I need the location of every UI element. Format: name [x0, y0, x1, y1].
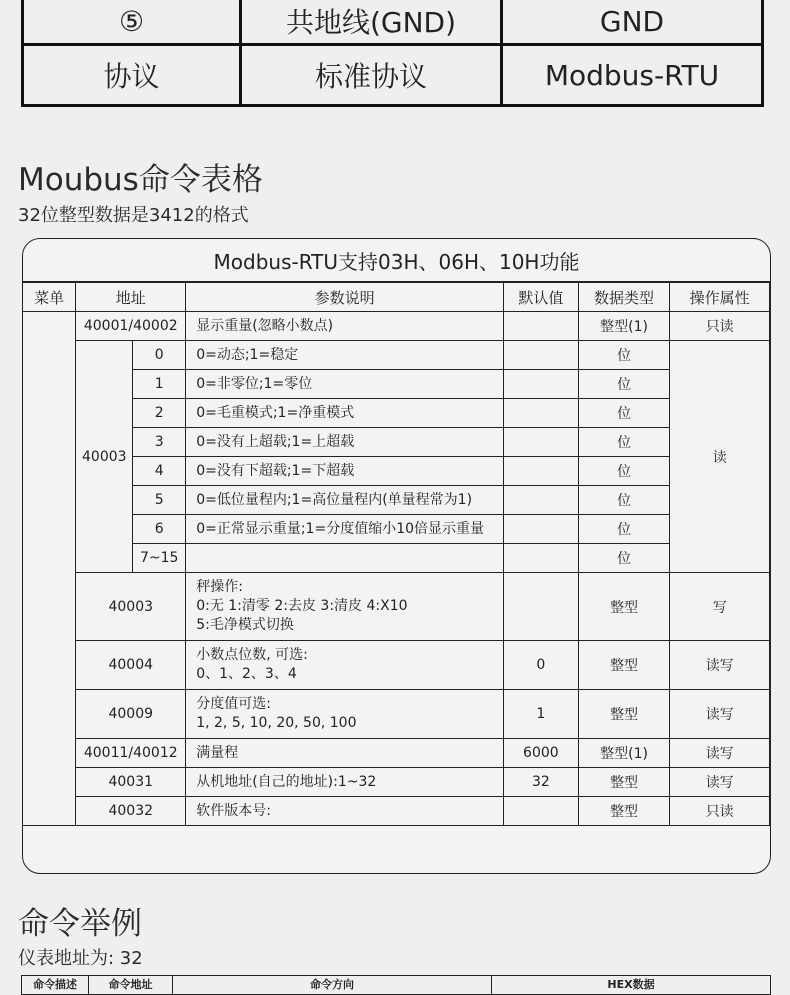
default-cell: [503, 486, 578, 515]
table-row: [23, 797, 770, 826]
wiring-cell: ⑤: [23, 0, 241, 45]
description-line: 小数点位数, 可选:: [196, 647, 308, 663]
command-example-table: [21, 975, 771, 995]
address-cell: 40031: [76, 768, 186, 797]
table-row: [23, 457, 770, 486]
type-cell: 整型: [578, 690, 670, 739]
modbus-section-subtitle: 32位整型数据是3412的格式: [18, 205, 249, 226]
default-cell: 6000: [503, 739, 578, 768]
table-row: [23, 690, 770, 739]
description-cell: 0=非零位;1=零位: [186, 370, 504, 399]
address-cell: 40011/40012: [76, 739, 186, 768]
description-cell: 满量程: [186, 739, 504, 768]
address-cell: 40004: [76, 641, 186, 690]
wiring-cell: Modbus-RTU: [502, 45, 763, 106]
address-cell: 40003: [76, 341, 133, 573]
description-cell: [186, 641, 504, 690]
bit-cell: 6: [133, 515, 186, 544]
address-cell: 40001/40002: [76, 312, 186, 341]
description-cell: 从机地址(自己的地址):1~32: [186, 768, 504, 797]
default-cell: 32: [503, 768, 578, 797]
header-command-desc: 命令描述: [22, 976, 89, 995]
default-cell: [503, 457, 578, 486]
wiring-cell: 标准协议: [241, 45, 502, 106]
modbus-section-title: Moubus命令表格: [18, 162, 263, 198]
attribute-cell: 读写: [670, 690, 770, 739]
description-line: 分度值可选:: [196, 696, 271, 712]
description-cell: 0=毛重模式;1=净重模式: [186, 399, 504, 428]
wiring-cell: 协议: [23, 45, 241, 106]
bit-cell: 0: [133, 341, 186, 370]
type-cell: 整型(1): [578, 739, 670, 768]
header-attribute: 操作属性: [670, 283, 770, 312]
type-cell: 位: [578, 399, 670, 428]
header-command-address: 命令地址: [89, 976, 173, 995]
bit-cell: 4: [133, 457, 186, 486]
menu-cell: [23, 312, 76, 826]
type-cell: 位: [578, 486, 670, 515]
default-cell: [503, 370, 578, 399]
bit-cell: 7~15: [133, 544, 186, 573]
description-line: 0、1、2、3、4: [196, 666, 297, 682]
description-cell: 0=没有下超载;1=下超载: [186, 457, 504, 486]
default-cell: 0: [503, 641, 578, 690]
type-cell: 整型: [578, 768, 670, 797]
type-cell: 位: [578, 428, 670, 457]
type-cell: 位: [578, 544, 670, 573]
default-cell: [503, 797, 578, 826]
bit-cell: 3: [133, 428, 186, 457]
wiring-cell: 共地线(GND): [241, 0, 502, 45]
description-cell: 0=正常显示重量;1=分度值缩小10倍显示重量: [186, 515, 504, 544]
default-cell: [503, 515, 578, 544]
type-cell: 整型: [578, 573, 670, 641]
description-cell: 显示重量(忽略小数点): [186, 312, 504, 341]
table-row: [23, 370, 770, 399]
type-cell: 位: [578, 341, 670, 370]
table-row: [23, 399, 770, 428]
table-row: [23, 768, 770, 797]
description-cell: [186, 573, 504, 641]
attribute-cell: 读: [670, 341, 770, 573]
description-cell: 0=低位量程内;1=高位量程内(单量程常为1): [186, 486, 504, 515]
attribute-cell: 读写: [670, 739, 770, 768]
address-cell: 40003: [76, 573, 186, 641]
example-section-subtitle: 仪表地址为: 32: [18, 948, 143, 969]
wiring-table: [21, 0, 764, 107]
wiring-cell: GND: [502, 0, 763, 45]
header-address: 地址: [76, 283, 186, 312]
header-menu: 菜单: [23, 283, 76, 312]
attribute-cell: 只读: [670, 797, 770, 826]
address-cell: 40009: [76, 690, 186, 739]
modbus-command-card: [22, 238, 771, 874]
default-cell: [503, 573, 578, 641]
default-cell: [503, 341, 578, 370]
modbus-command-table: [23, 282, 770, 826]
table-row: [23, 312, 770, 341]
bit-cell: 5: [133, 486, 186, 515]
table-row: [23, 486, 770, 515]
description-line: 5:毛净模式切换: [196, 617, 294, 633]
bit-cell: 1: [133, 370, 186, 399]
header-description: 参数说明: [186, 283, 504, 312]
type-cell: 位: [578, 457, 670, 486]
attribute-cell: 读写: [670, 641, 770, 690]
card-title: Modbus-RTU支持03H、06H、10H功能: [23, 239, 770, 282]
table-row: [23, 641, 770, 690]
table-row: [23, 515, 770, 544]
description-line: 1, 2, 5, 10, 20, 50, 100: [196, 715, 357, 731]
address-cell: 40032: [76, 797, 186, 826]
description-cell: [186, 690, 504, 739]
description-cell: 0=动态;1=稳定: [186, 341, 504, 370]
type-cell: 整型: [578, 797, 670, 826]
default-cell: [503, 544, 578, 573]
table-row: [23, 428, 770, 457]
type-cell: 位: [578, 370, 670, 399]
bit-cell: 2: [133, 399, 186, 428]
table-row: [23, 341, 770, 370]
example-section-title: 命令举例: [18, 906, 142, 942]
header-hex-data: HEX数据: [492, 976, 771, 995]
type-cell: 整型: [578, 641, 670, 690]
table-header-row: [23, 283, 770, 312]
default-cell: [503, 312, 578, 341]
table-row: [23, 739, 770, 768]
default-cell: [503, 399, 578, 428]
header-default: 默认值: [503, 283, 578, 312]
table-row: [23, 573, 770, 641]
description-line: 0:无 1:清零 2:去皮 3:清皮 4:X10: [196, 598, 408, 614]
description-cell: 软件版本号:: [186, 797, 504, 826]
description-line: 秤操作:: [196, 579, 243, 595]
type-cell: 位: [578, 515, 670, 544]
attribute-cell: 只读: [670, 312, 770, 341]
type-cell: 整型(1): [578, 312, 670, 341]
header-data-type: 数据类型: [578, 283, 670, 312]
header-command-direction: 命令方向: [173, 976, 492, 995]
table-row: [23, 544, 770, 573]
default-cell: [503, 428, 578, 457]
default-cell: 1: [503, 690, 578, 739]
attribute-cell: 读写: [670, 768, 770, 797]
attribute-cell: 写: [670, 573, 770, 641]
table-header-row: [22, 976, 771, 995]
description-cell: [186, 544, 504, 573]
description-cell: 0=没有上超载;1=上超载: [186, 428, 504, 457]
